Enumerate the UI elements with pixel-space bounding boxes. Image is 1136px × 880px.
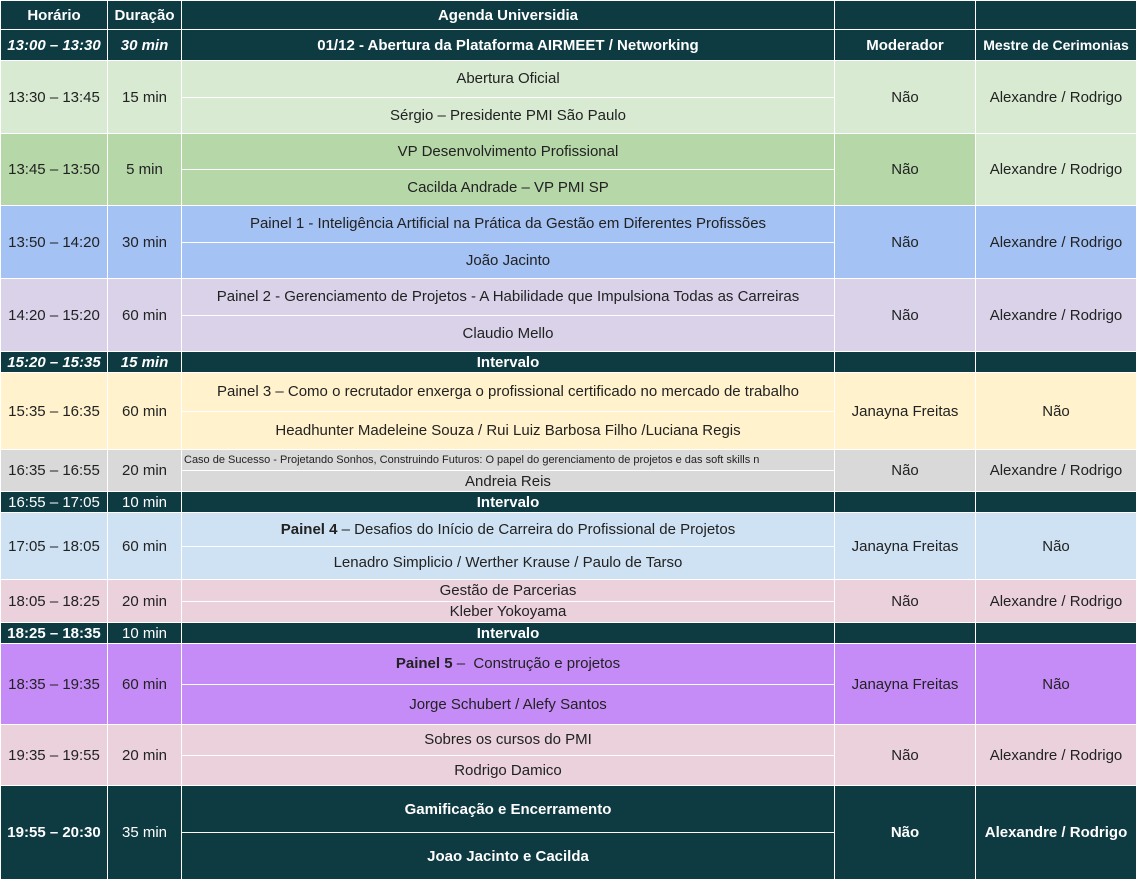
mc-cell: Não xyxy=(976,373,1136,450)
agenda-row xyxy=(1,61,1136,134)
moderator-cell: Não xyxy=(835,450,976,492)
empty-cell xyxy=(835,492,976,513)
session-speaker: Andreia Reis xyxy=(182,470,834,491)
session-speaker: Kleber Yokoyama xyxy=(182,601,834,623)
moderator-cell: Janayna Freitas xyxy=(835,373,976,450)
time-cell: 13:45 – 13:50 xyxy=(1,134,108,206)
agenda-row xyxy=(1,450,1136,492)
duration-cell: 20 min xyxy=(108,450,182,492)
duration-cell: 60 min xyxy=(108,373,182,450)
duration-cell: 35 min xyxy=(108,786,182,880)
interval-label: Intervalo xyxy=(182,492,835,513)
session-title: Painel 3 – Como o recrutador enxerga o profissional certificado no mercado de trabalho xyxy=(182,373,834,411)
duration-cell: 60 min xyxy=(108,513,182,580)
session-title: Painel 2 - Gerenciamento de Projetos - A Habilidade que Impulsiona Todas as Carreiras xyxy=(182,279,834,315)
agenda-row xyxy=(1,786,1136,880)
duration-cell: 30 min xyxy=(108,206,182,279)
session-speaker: Lenadro Simplicio / Werther Krause / Paulo de Tarso xyxy=(182,546,834,580)
mc-cell: Alexandre / Rodrigo xyxy=(976,450,1136,492)
empty-cell xyxy=(835,623,976,644)
duration-cell: 60 min xyxy=(108,644,182,725)
session-title xyxy=(182,644,834,684)
session-speaker: Jorge Schubert / Alefy Santos xyxy=(182,684,834,725)
session-speaker: Headhunter Madeleine Souza / Rui Luiz Barbosa Filho /Luciana Regis xyxy=(182,411,834,450)
mc-cell: Alexandre / Rodrigo xyxy=(976,725,1136,786)
agenda-row xyxy=(1,30,1136,61)
header-row xyxy=(1,1,1136,30)
time-cell: 18:05 – 18:25 xyxy=(1,580,108,623)
mc-cell: Alexandre / Rodrigo xyxy=(976,580,1136,623)
agenda-row xyxy=(1,580,1136,623)
mc-cell: Não xyxy=(976,513,1136,580)
mc-cell: Alexandre / Rodrigo xyxy=(976,786,1136,880)
mc-cell: Não xyxy=(976,644,1136,725)
moderator-cell: Janayna Freitas xyxy=(835,513,976,580)
agenda-row xyxy=(1,206,1136,279)
session-speaker: Rodrigo Damico xyxy=(182,755,834,786)
panel-label: Painel 4 xyxy=(281,521,338,538)
session-cell xyxy=(182,61,835,134)
time-cell: 13:00 – 13:30 xyxy=(1,30,108,61)
duration-cell: 15 min xyxy=(108,61,182,134)
time-cell: 18:25 – 18:35 xyxy=(1,623,108,644)
empty-cell xyxy=(976,352,1136,373)
agenda-row xyxy=(1,373,1136,450)
time-cell: 17:05 – 18:05 xyxy=(1,513,108,580)
duration-cell: 10 min xyxy=(108,623,182,644)
session-speaker: Sérgio – Presidente PMI São Paulo xyxy=(182,97,834,134)
agenda-row xyxy=(1,134,1136,206)
moderator-cell: Não xyxy=(835,134,976,206)
session-speaker: Claudio Mello xyxy=(182,315,834,352)
session-title: Painel 1 - Inteligência Artificial na Prática da Gestão em Diferentes Profissões xyxy=(182,206,834,242)
duration-cell: 30 min xyxy=(108,30,182,61)
session-title: 01/12 - Abertura da Plataforma AIRMEET / Networking xyxy=(182,30,835,61)
session-title: VP Desenvolvimento Profissional xyxy=(182,134,834,169)
empty-cell xyxy=(976,623,1136,644)
session-title: Gamificação e Encerramento xyxy=(182,786,834,832)
session-title xyxy=(182,513,834,546)
session-cell xyxy=(182,580,835,623)
time-cell: 15:20 – 15:35 xyxy=(1,352,108,373)
session-cell xyxy=(182,786,835,880)
session-title: Sobres os cursos do PMI xyxy=(182,725,834,755)
session-cell xyxy=(182,279,835,352)
duration-cell: 60 min xyxy=(108,279,182,352)
moderator-cell: Não xyxy=(835,580,976,623)
time-cell: 14:20 – 15:20 xyxy=(1,279,108,352)
agenda-row xyxy=(1,725,1136,786)
mc-cell: Alexandre / Rodrigo xyxy=(976,206,1136,279)
time-cell: 15:35 – 16:35 xyxy=(1,373,108,450)
time-cell: 13:50 – 14:20 xyxy=(1,206,108,279)
interval-label: Intervalo xyxy=(182,623,835,644)
mc-header: Mestre de Cerimonias xyxy=(976,30,1136,61)
duration-cell: 20 min xyxy=(108,725,182,786)
time-cell: 19:35 – 19:55 xyxy=(1,725,108,786)
header-duration: Duração xyxy=(108,1,182,30)
panel-label: Painel 5 xyxy=(396,655,453,672)
session-cell xyxy=(182,450,835,492)
mc-cell: Alexandre / Rodrigo xyxy=(976,61,1136,134)
mc-cell: Alexandre / Rodrigo xyxy=(976,279,1136,352)
agenda-row xyxy=(1,644,1136,725)
session-speaker: João Jacinto xyxy=(182,242,834,279)
session-cell xyxy=(182,644,835,725)
time-cell: 18:35 – 19:35 xyxy=(1,644,108,725)
interval-row xyxy=(1,492,1136,513)
session-cell xyxy=(182,373,835,450)
moderator-cell: Não xyxy=(835,725,976,786)
interval-label: Intervalo xyxy=(182,352,835,373)
session-cell xyxy=(182,206,835,279)
moderator-cell: Não xyxy=(835,206,976,279)
interval-row xyxy=(1,623,1136,644)
time-cell: 16:55 – 17:05 xyxy=(1,492,108,513)
moderator-cell: Não xyxy=(835,61,976,134)
moderator-cell: Não xyxy=(835,279,976,352)
duration-cell: 10 min xyxy=(108,492,182,513)
panel-title: – Desafios do Início de Carreira do Profissional de Projetos xyxy=(337,521,735,538)
session-speaker: Cacilda Andrade – VP PMI SP xyxy=(182,169,834,205)
session-cell xyxy=(182,725,835,786)
moderator-cell: Janayna Freitas xyxy=(835,644,976,725)
duration-cell: 5 min xyxy=(108,134,182,206)
duration-cell: 15 min xyxy=(108,352,182,373)
empty-cell xyxy=(976,492,1136,513)
moderator-cell: Não xyxy=(835,786,976,880)
agenda-row xyxy=(1,513,1136,580)
header-title: Agenda Universidia xyxy=(182,1,835,30)
moderator-header: Moderador xyxy=(835,30,976,61)
header-time: Horário xyxy=(1,1,108,30)
interval-row xyxy=(1,352,1136,373)
session-title: Abertura Oficial xyxy=(182,61,834,97)
header-empty-2 xyxy=(976,1,1136,30)
time-cell: 19:55 – 20:30 xyxy=(1,786,108,880)
session-title: Caso de Sucesso - Projetando Sonhos, Construindo Futuros: O papel do gerenciamento de projetos e das soft skills n xyxy=(182,450,834,470)
mc-cell: Alexandre / Rodrigo xyxy=(976,134,1136,206)
panel-title: – Construção e projetos xyxy=(453,655,621,672)
agenda-row xyxy=(1,279,1136,352)
empty-cell xyxy=(835,352,976,373)
session-speaker: Joao Jacinto e Cacilda xyxy=(182,832,834,879)
time-cell: 16:35 – 16:55 xyxy=(1,450,108,492)
duration-cell: 20 min xyxy=(108,580,182,623)
time-cell: 13:30 – 13:45 xyxy=(1,61,108,134)
session-cell xyxy=(182,134,835,206)
session-title: Gestão de Parcerias xyxy=(182,580,834,601)
session-cell xyxy=(182,513,835,580)
header-empty-1 xyxy=(835,1,976,30)
